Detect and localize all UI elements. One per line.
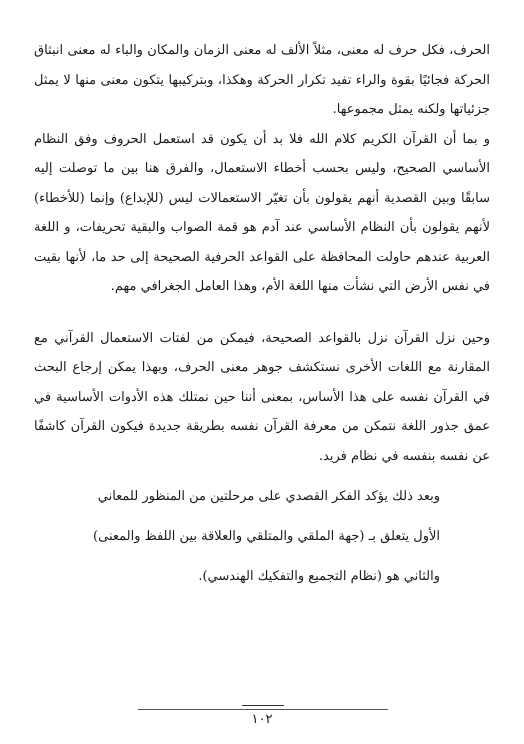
- body-text: [34, 36, 490, 597]
- page-number: ١٠٢: [251, 712, 273, 727]
- indented-line-2: الأول يتعلق بـ (جهة الملقي والمتلقي والعلاقة بين اللفظ والمعنى): [93, 529, 440, 544]
- paragraph-1: الحرف، فكل حرف له معنى، مثلاً الألف له معنى الزمان والمكان والباء له معنى انبثاق الحركة فجائيًا بقوة والراء تفيد تكرار الحركة وهكذا، وبتركيبها يتكون معنى منها لا يمثل جزئياتها ولكنه يمثل مجموعها.: [34, 43, 490, 117]
- footer-rule: [138, 709, 388, 710]
- indented-line-3: والثاني هو (نظام التجميع والتفكيك الهندسي).: [198, 569, 440, 584]
- indented-line-1: وبعد ذلك يؤكد الفكر القصدي على مرحلتين من المنظور للمعاني: [97, 489, 440, 504]
- paragraph-2: و بما أن القرآن الكريم كلام الله فلا بد أن يكون قد استعمل الحروف وفق النظام الأساسي الصحيح، وليس بحسب أخطاء الاستعمال، والفرق هنا بين ما توصلت إليه سابقًا وبين القصدية أنهم يقولون بأن تغيّر الاستعمالات ليس (للإبداع) وإنما (للأخطاء) لأنهم يقولون بأن النظام الأساسي عند آدم هو قمة الصواب والبقية تحريفات، و اللغة العربية عندهم حاولت المحافظة على القواعد الحرفية الصحيحة إلى حد ما، لأنها بقيت في نفس الأرض التي نشأت منها اللغة الأم، وهذا العامل الجغرافي مهم.: [34, 131, 490, 294]
- footer-accent-rule: [242, 705, 284, 706]
- paragraph-3: وحين نزل القرآن نزل بالقواعد الصحيحة، فيمكن من لفتات الاستعمال القرآني مع المقارنة مع اللغات الأخرى نستكشف جوهر معنى الحرف، وبهذا يمكن إرجاع البحث في القرآن نفسه على هذا الأساس، بمعنى أننا حين نمتلك هذه الأدوات الأساسية في عمق جذور اللغة نتمكن من معرفة القرآن نفسه بطريقة جديدة فيكون القرآن كاشفًا عن نفسه بنفسه في نظام فريد.: [34, 330, 490, 464]
